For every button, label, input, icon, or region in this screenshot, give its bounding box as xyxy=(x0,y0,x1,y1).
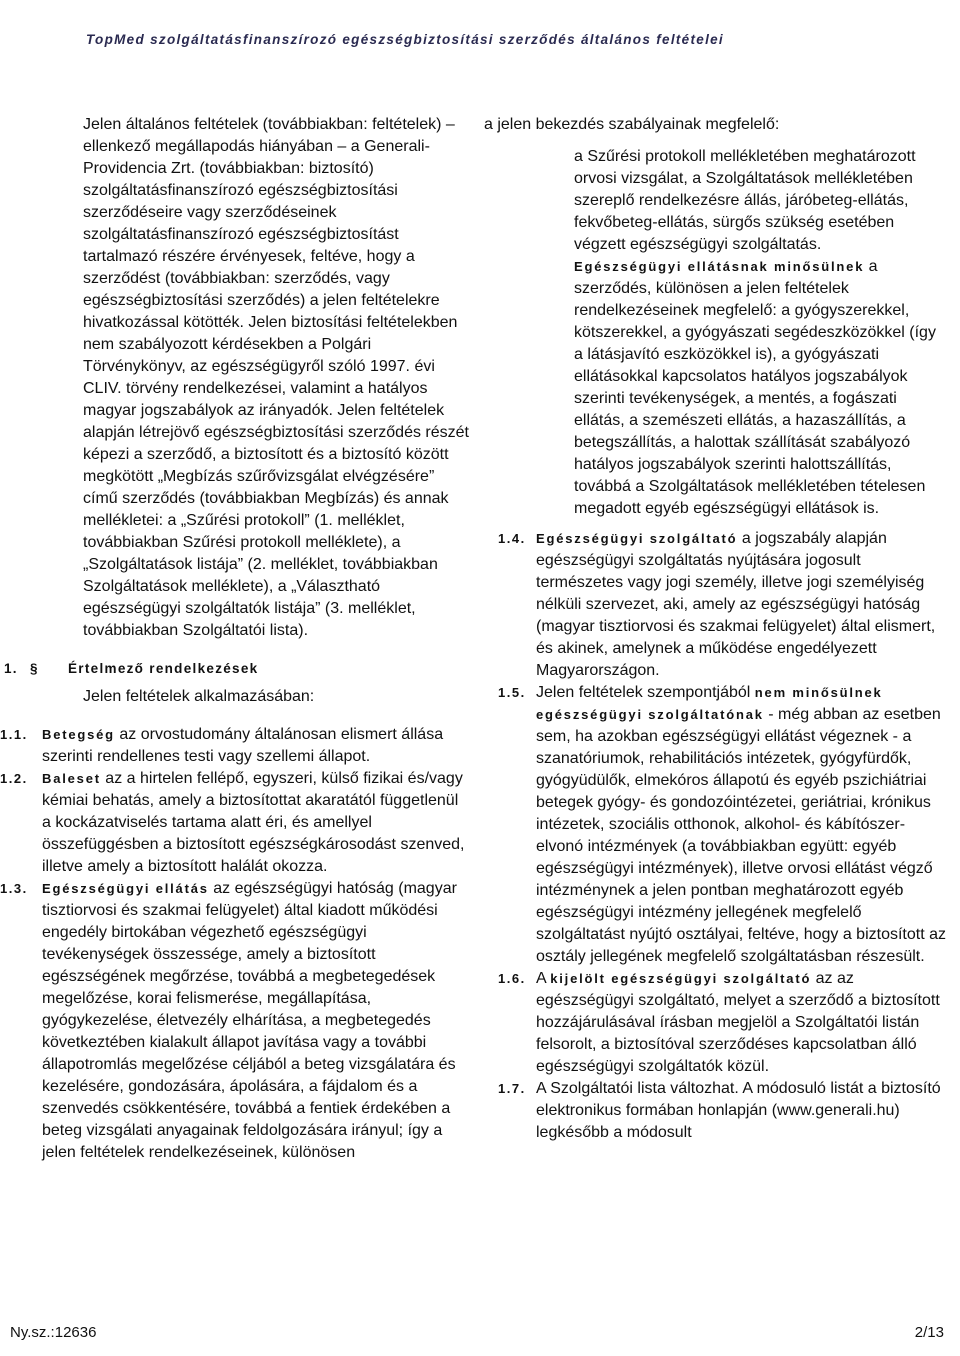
item-number: 1.2. xyxy=(0,771,28,786)
item-text: a jogszabály alapján egészségügyi szolgáltatás nyújtására jogosult természetes vagy jogi személy, illetve jogi személyiség nélküli szervezet, aki, amely az egészségügyi hatóság (magyar tisztiorvosi és szakmai felügyelet) által elismert, és akinek, amelynek a működése engedélyezett Magyarországon. xyxy=(536,530,936,679)
definition-item xyxy=(0,878,470,1164)
item-number: 1.5. xyxy=(498,685,526,700)
section-heading xyxy=(0,658,470,680)
item-pre: A xyxy=(536,970,551,987)
item-term: kijelölt egészségügyi szolgáltató xyxy=(550,971,812,986)
item-text: az az egészségügyi szolgáltató, melyet a szerződő a biztosított hozzájárulásával írásban megjelöl a Szolgáltatói listán felsorolt, a biztosítóval szerződéses kapcsolatban álló egészségügyi szolgáltatók közül. xyxy=(536,970,940,1075)
item-number: 1.7. xyxy=(498,1081,526,1096)
item-pre: A Szolgáltatói lista változhat. A módosuló listát a biztosító elektronikus formában honlapján (www.generali.hu) legkésőbb a módosult xyxy=(536,1080,941,1141)
left-column xyxy=(0,114,470,1164)
definition-item xyxy=(484,682,946,968)
quality-paragraph xyxy=(484,256,946,520)
definition-item xyxy=(0,724,470,768)
item-term: Egészségügyi ellátás xyxy=(42,881,209,896)
item-text: az egészségügyi hatóság (magyar tisztiorvosi és szakmai felügyelet) által kiadott működési engedély birtokában végezhető egészségügyi tevékenységek összessége, amely a biztosított egészségének megőrzése, továbbá a megbetegedések megelőzése, korai felismerése, megállapítása, gyógykezelése, életvezély elhárítása, a megbetegedés következtében kialakult állapot javítása vagy a további állapotromlás megelőzése céljából a beteg vizsgálatára és kezelésére, gondozására, ápolására, a fájdalom és a szenvedés csökkentésére, továbbá a fentiek érdekében a beteg vizsgálati anyagainak feldolgozására irányul; így a jelen feltételek rendelkezéseinek, különösen xyxy=(42,880,457,1161)
item-number: 1.6. xyxy=(498,971,526,986)
definition-item xyxy=(484,1078,946,1144)
footer-doc-number: Ny.sz.:12636 xyxy=(10,1324,97,1341)
item-text: az orvostudomány általánosan elismert állása szerinti rendellenes testi vagy szellemi állapot. xyxy=(42,726,444,765)
section-sign: § xyxy=(30,661,39,676)
item-pre: Jelen feltételek szempontjából xyxy=(536,684,755,701)
footer-page-number: 2/13 xyxy=(914,1324,944,1341)
section-lead: Jelen feltételek alkalmazásában: xyxy=(83,688,315,705)
quality-text: a szerződés, különösen a jelen feltételek rendelkezéseinek megfelelő: a gyógyszerekkel, kötszerekkel, a gyógyászati segédeszközökkel (így a látásjavító eszközökkel is), a gyógyászati ellátásokkal kapcsolatos hatályos jogszabályok szerinti tevékenységek, a mentés, a fogászati ellátás, a szemészeti ellátás, a hazaszállítás, a betegszállítás, a halottak szállítását szabályozó hatályos jogszabályok szerinti halottszállítás, továbbá a Szolgáltatások mellékletében tételesen megadott egyéb egészségügyi ellátások is. xyxy=(574,258,936,517)
item-text: az a hirtelen fellépő, egyszeri, külső fizikai és/vagy kémiai behatás, amely a biztosítottat akaratától függetlenül a kockázatviselés tartama alatt éri, és amellyel összefüggésben a biztosított egészségkárosodást szenved, illetve amely a biztosított halálát okozza. xyxy=(42,770,465,875)
item-term: Egészségügyi szolgáltató xyxy=(536,531,738,546)
item-text: - még abban az esetben sem, ha azokban egészségügyi ellátást végeznek - a szanatóriumok, rehabilitációs intézetek, gyógyfürdők, gyógyüdülők, elmekóros állapotú és egyéb pszichiátriai betegek gyógy- és gondozóintézetei, geriátriai, krónikus intézetek, szociális otthonok, alkohol- és kábítószer-elvonó intézmények (a továbbiakban együtt: egyéb egészségügyi intézmények), illetve orvosi ellátást végző intézménynek a jelen pontban meghatározott egyéb egészségügyi intézmény jellegének megfelelő szolgáltatást nyújtó osztályai, feltéve, hogy a biztosított az osztály jellegének megfelelő szolgáltatásban részesült. xyxy=(536,706,946,965)
document-header: TopMed szolgáltatásfinanszírozó egészségbiztosítási szerződés általános feltételei xyxy=(86,32,724,47)
item-number: 1.4. xyxy=(498,531,526,546)
right-column xyxy=(484,114,946,1144)
item-term: nem minősülnek egészségügyi szolgáltatónak xyxy=(536,685,883,722)
definition-item xyxy=(484,968,946,1078)
section-title: Értelmező rendelkezések xyxy=(68,661,259,676)
item-term: Betegség xyxy=(42,727,115,742)
intro-paragraph: Jelen általános feltételek (továbbiakban: feltételek) – ellenkező megállapodás hiányában – a Generali-Providencia Zrt. (továbbiakban: biztosító) szolgáltatásfinanszírozó egészségbiztosítási szerződéseire vagy szerződéseinek szolgáltatásfinanszírozó egészségbiztosítást tartalmazó részére érvényesek, feltéve, hogy a szerződést (továbbiakban: szerződés, vagy egészségbiztosítási szerződés) a jelen feltételekre hivatkozással kötötték. Jelen biztosítási feltételekben nem szabályozott kérdésekben a Polgári Törvénykönyv, az egészségügyről szóló 1997. évi CLIV. törvény rendelkezései, valamint a hatályos magyar jogszabályok az irányadók. Jelen feltételek alapján létrejövő egészségbiztosítási szerződés részét képezi a szerződő, a biztosított és a biztosító között megkötött „Megbízás szűrővizsgálat elvégzésére” című szerződés (továbbiakban Megbízás) és annak mellékletei: a „Szűrési protokoll” (1. melléklet, továbbiakban Szűrési protokoll melléklete), a „Szolgáltatások listája” (2. melléklet, továbbiakban Szolgáltatások melléklete), a „Választható egészségügyi szolgáltatók listája” (3. melléklet, továbbiakban Szolgáltatói lista). xyxy=(83,116,469,639)
continuation-lead: a jelen bekezdés szabályainak megfelelő: xyxy=(484,116,780,133)
item-number: 1.1. xyxy=(0,727,28,742)
quality-term: Egészségügyi ellátásnak minősülnek xyxy=(574,259,865,274)
section-number: 1. xyxy=(4,661,18,676)
continuation-list: a Szűrési protokoll mellékletében meghatározott orvosi vizsgálat, a Szolgáltatások mellékletében szereplő rendelkezésre állás, járóbeteg-ellátás, fekvőbeteg-ellátás, sürgős szükség esetében végzett egészségügyi szolgáltatás. xyxy=(574,148,916,253)
item-number: 1.3. xyxy=(0,881,28,896)
definition-item xyxy=(484,528,946,682)
definition-item xyxy=(0,768,470,878)
item-term: Baleset xyxy=(42,771,101,786)
